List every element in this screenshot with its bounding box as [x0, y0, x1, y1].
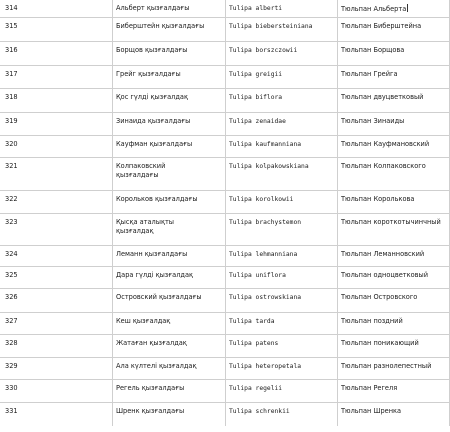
- latin-name: Tulipa biflora: [229, 94, 283, 101]
- row-number: 317: [5, 70, 18, 78]
- russian-name: Тюльпан Кауфмановский: [341, 140, 430, 148]
- latin-name: Tulipa borszczowii: [229, 47, 298, 54]
- russian-name: Тюльпан двуцветковый: [341, 93, 424, 101]
- latin-name: Tulipa zenaidae: [229, 118, 286, 125]
- row-number: 314: [5, 4, 18, 12]
- table-row: [0, 358, 450, 380]
- russian-name: Тюльпан поздний: [341, 317, 403, 325]
- table-row: [0, 18, 450, 42]
- russian-name: Тюльпан разнолепестный: [341, 362, 432, 370]
- table-row: [0, 191, 450, 214]
- kazakh-name: Островский қызғалдағы: [116, 293, 202, 301]
- latin-name: Tulipa lehmanniana: [229, 251, 298, 258]
- latin-name: Tulipa ostrowskiana: [229, 294, 302, 301]
- kazakh-name: Кауфман қызғалдағы: [116, 140, 193, 148]
- table-row: [0, 136, 450, 158]
- kazakh-name: Леманн қызғалдағы: [116, 250, 188, 258]
- russian-name: Тюльпан Королькова: [341, 195, 415, 203]
- kazakh-name: Регель қызғалдағы: [116, 384, 185, 392]
- latin-name: Tulipa regelii: [229, 385, 283, 392]
- latin-name: Tulipa uniflora: [229, 272, 286, 279]
- row-number: 321: [5, 162, 18, 170]
- table-row: [0, 89, 450, 113]
- kazakh-name: Қос гүлді қызғалдақ: [116, 93, 188, 101]
- kazakh-name: Жатаған қызғалдақ: [116, 339, 187, 347]
- kazakh-name: Қысқа аталықты қызғалдақ: [116, 218, 175, 235]
- russian-name: Тюльпан Островского: [341, 293, 418, 301]
- table-row: [0, 267, 450, 289]
- kazakh-name: Грейг қызғалдағы: [116, 70, 181, 78]
- row-number: 316: [5, 46, 18, 54]
- russian-name: Тюльпан одноцветковый: [341, 271, 429, 279]
- russian-name-cell[interactable]: [341, 4, 408, 14]
- latin-name: Tulipa biebersteiniana: [229, 23, 313, 30]
- kazakh-name: Кеш қызғалдақ: [116, 317, 171, 325]
- table-row: [0, 214, 450, 246]
- text-cursor: [407, 4, 408, 12]
- latin-name: Tulipa kolpakowskiana: [229, 163, 309, 170]
- kazakh-name: Ала күлтелі қызғалдақ: [116, 362, 197, 370]
- row-number: 319: [5, 117, 18, 125]
- row-number: 329: [5, 362, 18, 370]
- table-row: [0, 289, 450, 313]
- row-number: 323: [5, 218, 18, 226]
- latin-name: Tulipa brachystemon: [229, 219, 302, 226]
- row-number: 331: [5, 407, 18, 415]
- kazakh-name: Шренк қызғалдағы: [116, 407, 185, 415]
- table-row: [0, 335, 450, 358]
- russian-name: Тюльпан Биберштейна: [341, 22, 422, 30]
- latin-name: Tulipa alberti: [229, 5, 283, 12]
- kazakh-name: Биберштейн қызғалдағы: [116, 22, 205, 30]
- russian-name: Тюльпан Альберта: [341, 5, 407, 13]
- table-row: [0, 380, 450, 403]
- row-number: 315: [5, 22, 18, 30]
- kazakh-name: Зинаида қызғалдағы: [116, 117, 191, 125]
- russian-name: Тюльпан Колпаковского: [341, 162, 426, 170]
- latin-name: Tulipa korolkowii: [229, 196, 294, 203]
- russian-name: Тюльпан Грейга: [341, 70, 398, 78]
- latin-name: Tulipa schrenkii: [229, 408, 290, 415]
- kazakh-name: Альберт қызғалдағы: [116, 4, 190, 12]
- latin-name: Tulipa patens: [229, 340, 279, 347]
- row-number: 326: [5, 293, 18, 301]
- russian-name: Тюльпан короткотычинчный: [341, 218, 441, 226]
- row-number: 325: [5, 271, 18, 279]
- russian-name: Тюльпан Леманновский: [341, 250, 425, 258]
- row-number: 320: [5, 140, 18, 148]
- russian-name: Тюльпан Регеля: [341, 384, 398, 392]
- table-row: [0, 158, 450, 191]
- kazakh-name: Корольков қызғалдағы: [116, 195, 198, 203]
- latin-name: Tulipa heteropetala: [229, 363, 302, 370]
- table-row: [0, 246, 450, 267]
- row-number: 318: [5, 93, 18, 101]
- row-number: 330: [5, 384, 18, 392]
- russian-name: Тюльпан поникающий: [341, 339, 419, 347]
- row-number: 322: [5, 195, 18, 203]
- kazakh-name: Дара гүлді қызғалдақ: [116, 271, 194, 279]
- table-row: [0, 42, 450, 66]
- russian-name: Тюльпан Шренка: [341, 407, 402, 415]
- table-row: [0, 66, 450, 89]
- latin-name: Tulipa kaufmanniana: [229, 141, 302, 148]
- latin-name: Tulipa greigii: [229, 71, 283, 78]
- row-number: 327: [5, 317, 18, 325]
- table-row: [0, 313, 450, 335]
- table-row: [0, 403, 450, 426]
- table-row: [0, 0, 450, 18]
- row-number: 328: [5, 339, 18, 347]
- table-row: [0, 113, 450, 136]
- kazakh-name: Колпаковский қызғалдағы: [116, 162, 166, 179]
- row-number: 324: [5, 250, 18, 258]
- russian-name: Тюльпан Зинаиды: [341, 117, 405, 125]
- russian-name: Тюльпан Борщова: [341, 46, 405, 54]
- latin-name: Tulipa tarda: [229, 318, 275, 325]
- kazakh-name: Борщов қызғалдағы: [116, 46, 188, 54]
